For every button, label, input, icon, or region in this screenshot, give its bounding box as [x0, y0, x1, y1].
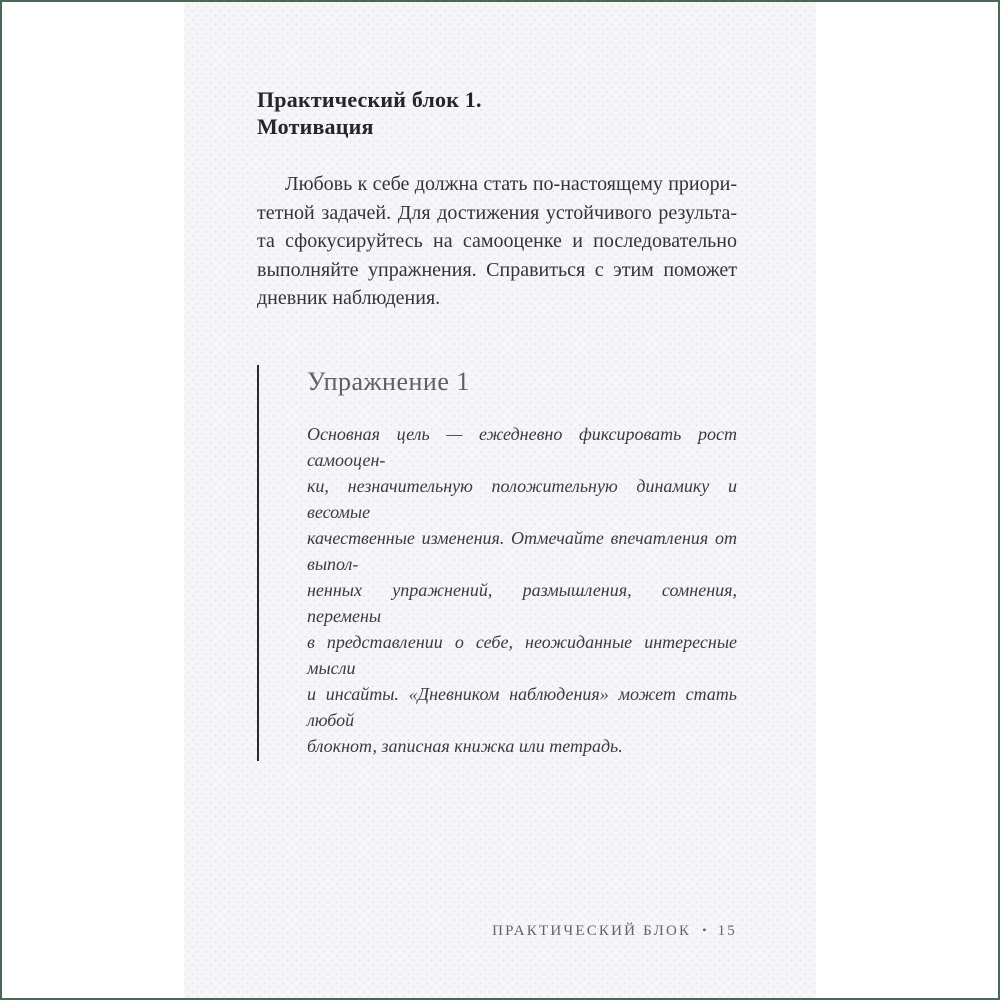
chapter-title-line2: Мотивация [257, 114, 374, 139]
chapter-title [257, 86, 737, 140]
running-head: ПРАКТИЧЕСКИЙ БЛОК [492, 923, 692, 939]
footer-separator-bullet: • [702, 923, 709, 937]
page-number: 15 [717, 923, 737, 939]
exercise-body: Основная цель — ежедневно фиксировать рост самооцен- ки, незначительную положительную динамику и весомые качественные изменения. Отмечайте впечатления от выпол- ненных упражнений, размышления, сомнения, перемены в представлении о себе, неожиданные интересные мысли и инсайты. «Дневником наблюдения» может стать любой блокнот, записная книжка или тетрадь. [307, 423, 737, 756]
page-footer [492, 923, 737, 940]
intro-paragraph: Любовь к себе должна стать по-настоящему приори- тетной задачей. Для достижения устойчивого результа- та сфокусируйтесь на самооценке и последовательно выполняйте упражнения. Справиться с этим поможет дневник наблюдения. [257, 173, 737, 309]
chapter-title-line1: Практический блок 1. [257, 87, 482, 112]
exercise-block [257, 365, 737, 761]
book-page [184, 2, 816, 998]
exercise-title: Упражнение 1 [307, 366, 470, 396]
